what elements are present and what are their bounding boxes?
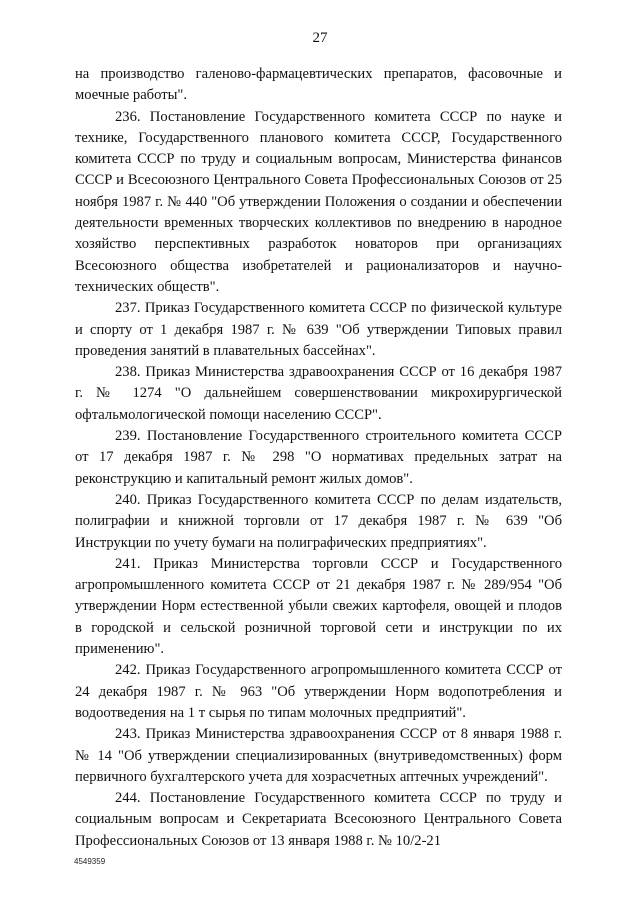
page-number: 27 [312, 30, 328, 46]
list-item-239: 239. Постановление Государственного строительного комитета СССР от 17 декабря 1987 г. № 298 "О нормативах предельных затрат на реконструкцию и капитальный ремонт жилых домов". [75, 428, 562, 487]
paragraph-continuation: на производство галеново-фармацевтических препаратов, фасовочные и моечные работы". [75, 66, 562, 104]
list-item-236: 236. Постановление Государственного комитета СССР по науке и технике, Государственного планового комитета СССР, Государственного комитета СССР по труду и социальным вопросам, Министерства финансов СССР и Всесоюзного Центрального Совета Профессиональных Союзов от 25 ноября 1987 г. № 440 "Об утверждении Положения о создании и обеспечении деятельности временных творческих коллективов по внедрению в народное хозяйство перспективных разработок новаторов при организациях Всесоюзного общества изобретателей и рационализаторов и научно-технических обществ". [75, 108, 562, 295]
document-body [75, 64, 562, 852]
list-item-243: 243. Приказ Министерства здравоохранения СССР от 8 января 1988 г. № 14 "Об утверждении специализированных (внутриведомственных) форм первичного бухгалтерского учета для хозрасчетных аптечных учреждений". [75, 726, 562, 785]
list-item-241: 241. Приказ Министерства торговли СССР и Государственного агропромышленного комитета СССР от 21 декабря 1987 г. № 289/954 "Об утверждении Норм естественной убыли свежих картофеля, овощей и плодов в городской и сельской розничной торговой сети и инструкции по их применению". [75, 555, 562, 658]
list-item-238: 238. Приказ Министерства здравоохранения СССР от 16 декабря 1987 г. № 1274 "О дальнейшем совершенствовании микрохирургической офтальмологической помощи населению СССР". [75, 364, 562, 423]
list-item-240: 240. Приказ Государственного комитета СССР по делам издательств, полиграфии и книжной торговли от 17 декабря 1987 г. № 639 "Об Инструкции по учету бумаги на полиграфических предприятиях". [75, 491, 562, 551]
list-item-244: 244. Постановление Государственного комитета СССР по труду и социальным вопросам и Секретариата Всесоюзного Центрального Совета Профессиональных Союзов от 13 января 1988 г. № 10/2-21 [75, 790, 562, 849]
document-code: 4549359 [74, 857, 106, 866]
list-item-242: 242. Приказ Государственного агропромышленного комитета СССР от 24 декабря 1987 г. № 963 "Об утверждении Норм водопотребления и водоотведения на 1 т сырья по типам молочных предприятий". [75, 662, 562, 721]
list-item-237: 237. Приказ Государственного комитета СССР по физической культуре и спорту от 1 декабря 1987 г. № 639 "Об утверждении Типовых правил проведения занятий в плавательных бассейнах". [75, 300, 562, 359]
